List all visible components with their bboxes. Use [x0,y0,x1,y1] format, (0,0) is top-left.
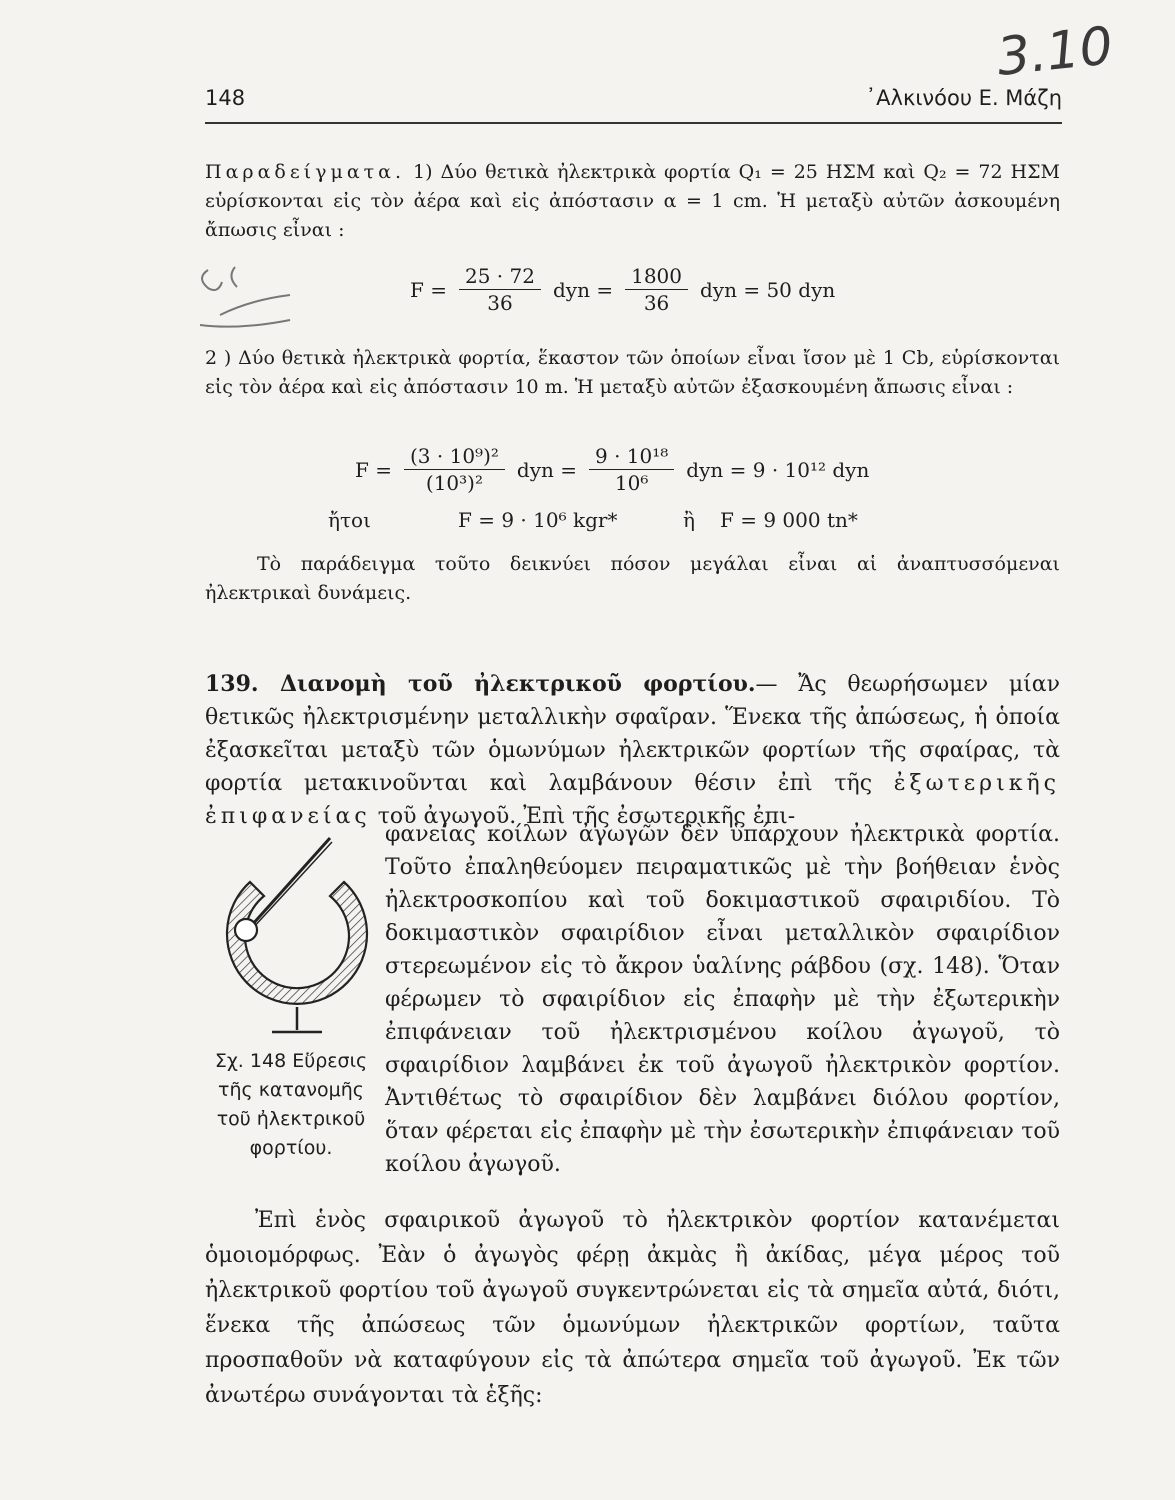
page-header [205,86,1062,124]
pencil-marks [190,245,310,355]
example-1-text: 1) Δύο θετικὰ ἠλεκτρικὰ φορτία Q₁ = 25 ΗΣΜ καὶ Q₂ = 72 ΗΣΜ εὑρίσκονται εἰς τὸν ἀέρα καὶ εἰς ἀπόστασιν α = 1 cm. Ἡ μεταξὺ αὐτῶν ἀσκουμένη ἄπωσις εἶναι : [205,161,1060,241]
section-intro: — Ἄς θεωρήσωμεν μίαν θετικῶς ἠλεκτρισμένην μεταλλικὴν σφαῖραν. Ἕνεκα τῆς ἀπώσεως, ἡ ὁποία ἐξασκεῖται μεταξὺ τῶν ὁμωνύμων ἠλεκτρικῶν φορτίων τῆς σφαίρας, τὰ φορτία μετακινοῦνται καὶ λαμβάνουν θέσιν ἐπὶ τῆς [205,672,1061,796]
fraction-2b [589,443,674,496]
page-number: 148 [205,86,246,110]
fraction-2a-numerator: (3 · 10⁹)² [404,443,505,470]
formula-1-lhs: F = [410,277,447,302]
formula-1-rhs: dyn = 50 dyn [700,277,836,302]
formula-3-kgr: F = 9 · 10⁶ kgr* [458,508,618,532]
formula-1 [410,263,835,316]
formula-2-mid: dyn = [516,457,577,482]
fraction-2b-denominator: 10⁶ [614,471,649,495]
running-author: ᾿Αλκινόου Ε. Μάζη [865,86,1062,110]
example-1-paragraph [205,158,1060,245]
fraction-1a-numerator: 25 · 72 [459,263,541,290]
formula-3-tn: F = 9 000 tn* [720,508,858,532]
example-conclusion: Τὸ παράδειγμα τοῦτο δεικνύει πόσον μεγάλαι εἶναι αἱ ἀναπτυσσόμεναι ἠλεκτρικαὶ δυνάμεις. [205,553,1060,604]
section-139-intro [205,668,1060,833]
fraction-2a [404,443,505,496]
section-139-conclusion: Ἐπὶ ἑνὸς σφαιρικοῦ ἀγωγοῦ τὸ ἠλεκτρικὸν φορτίον κατανέμεται ὁμοιομόρφως. Ἐὰν ὁ ἀγωγὸς φέρῃ ἀκμὰς ἢ ἀκίδας, μέγα μέρος τοῦ ἠλεκτρικοῦ φορτίου τοῦ ἀγωγοῦ συγκεντρώνεται εἰς τὰ σημεῖα αὐτά, διότι, ἕνεκα τῆς ἀπώσεως τῶν ὁμωνύμων ἠλεκτρικῶν φορτίων, ταῦτα προσπαθοῦν νὰ καταφύγουν εἰς τὰ ἀπώτερα σημεῖα τοῦ ἀγωγοῦ. Ἐκ τῶν ἀνωτέρω συνάγονται τὰ ἑξῆς: [205,1208,1060,1408]
formula-3-or: ἢ [683,508,695,532]
formula-2 [355,443,869,496]
section-139-wrapped-text: φανείας κοίλων ἀγωγῶν δὲν ὑπάρχουν ἠλεκτρικὰ φορτία. Τοῦτο ἐπαληθεύομεν πειραματικῶς μὲ τὴν βοήθειαν ἑνὸς ἠλεκτροσκοπίου καὶ τοῦ δοκιμαστικοῦ σφαιριδίου. Τὸ δοκιμαστικὸν σφαιρίδιον εἶναι μεταλλικὸν σφαιρίδιον στερεωμένον εἰς τὸ ἄκρον ὑαλίνης ράβδου (σχ. 148). Ὅταν φέρωμεν τὸ σφαιρίδιον εἰς ἐπαφὴν μὲ τὴν ἐξωτερικὴν ἐπιφάνειαν τοῦ ἠλεκτρισμένου κοίλου ἀγωγοῦ, τὸ σφαιρίδιον λαμβάνει ἐκ τοῦ ἀγωγοῦ ἠλεκτρικὸν φορτίον. Ἀντιθέτως τὸ σφαιρίδιον δὲν λαμβάνει διόλου φορτίον, ὅταν φέρεται εἰς ἐπαφὴν μὲ τὴν ἐσωτερικὴν ἐπιφάνειαν τοῦ κοίλου ἀγωγοῦ. [385,822,1060,1177]
fraction-2a-denominator: (10³)² [425,471,483,495]
fraction-2b-numerator: 9 · 10¹⁸ [589,443,674,470]
formula-2-lhs: F = [355,457,392,482]
fraction-1a-denominator: 36 [487,291,513,315]
formula-3 [328,508,858,532]
figure-148-caption: Σχ. 148 Εὕρεσις τῆς κατανομῆς τοῦ ἠλεκτρικοῦ φορτίου. [214,1050,368,1159]
fraction-1b-numerator: 1800 [625,263,688,290]
section-heading: 139. Διανομὴ τοῦ ἠλεκτρικοῦ φορτίου. [205,671,756,697]
formula-2-rhs: dyn = 9 · 10¹² dyn [686,457,870,482]
section-intro-end: τοῦ ἀγωγοῦ. Ἐπὶ τῆς ἐσωτερικῆς ἐπι- [377,804,796,829]
fraction-1b-denominator: 36 [643,291,670,315]
formula-1-mid: dyn = [552,277,614,302]
examples-label: Παραδείγματα. [205,161,406,183]
formula-3-label: ἤτοι [328,508,371,532]
section-spaced-phrase: ἐξωτερικῆς ἐπιφανείας [205,771,1060,829]
example-2-paragraph: 2 ) Δύο θετικὰ ἠλεκτρικὰ φορτία, ἕκαστον τῶν ὁποίων εἶναι ἴσον μὲ 1 Cb, εὑρίσκονται εἰς τὸν ἀέρα καὶ εἰς ἀπόστασιν 10 m. Ἡ μεταξὺ αὐτῶν ἐξασκουμένη ἄπωσις εἶναι : [205,347,1060,398]
fraction-1b [625,263,688,316]
figure-148-illustration [212,830,382,1045]
handwritten-annotation: 3.10 [994,16,1116,88]
fraction-1a [459,263,541,316]
